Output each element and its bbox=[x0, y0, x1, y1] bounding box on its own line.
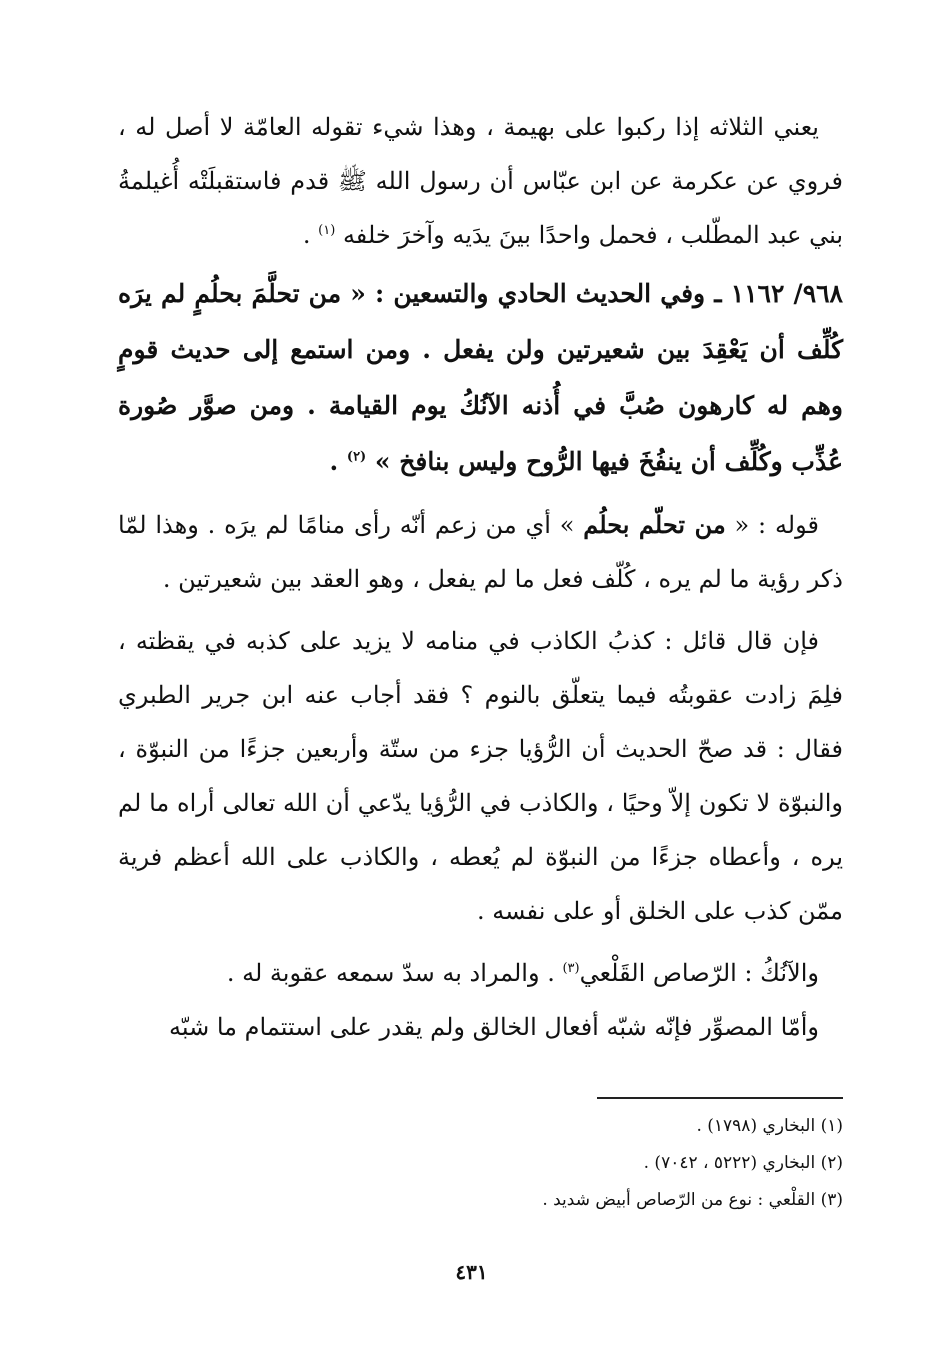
footnote-divider bbox=[597, 1097, 843, 1099]
paragraph-1 bbox=[118, 100, 843, 262]
hadith-paragraph bbox=[118, 266, 843, 490]
page-body bbox=[118, 100, 843, 1054]
paragraph-1-end: . bbox=[302, 221, 319, 249]
commentary-rest: » أي من زعم أنّه رأى منامًا لم يرَه . وهذا لمّا ذكر رؤية ما لم يره ، كُلّف فعل ما لم يفعل ، وهو العقد بين شعيرتين . bbox=[118, 511, 843, 593]
page-number: ٤٣١ bbox=[455, 1260, 488, 1284]
footnote-3: (٣) القلْعي : نوع من الرّصاص أبيض شديد . bbox=[542, 1190, 843, 1210]
hadith-text: ٩٦٨/ ١١٦٢ ـ وفي الحديث الحادي والتسعين : « من تحلَّمَ بحلُمٍ لم يرَه كُلِّف أن يَعْقِدَ بين شعيرتين ولن يفعل . ومن استمع إلى حديث قومٍ وهم له كارهون صُبَّ في أُذنه الآنُكُ يوم القيامة . ومن صوَّر صُورة عُذِّب وكُلِّف أن ينفُخَ فيها الرُّوح وليس بنافخ » bbox=[118, 279, 843, 476]
definition-rest: . والمراد به سدّ سمعه عقوبة له . bbox=[226, 959, 563, 987]
definition-text: والآنُكُ : الرّصاص القَلْعي bbox=[579, 959, 819, 987]
commentary-quote: من تحلّم بحلُم bbox=[583, 510, 726, 539]
footnote-ref-3: (٣) bbox=[562, 961, 580, 976]
question-paragraph: فإن قال قائل : كذبُ الكاذب في منامه لا يزيد على كذبه في يقظته ، فلِمَ زادت عقوبتُه فيما يتعلّق بالنوم ؟ فقد أجاب عنه ابن جرير الطبري فقال : قد صحّ الحديث أن الرُّؤيا جزء من ستّة وأربعين جزءًا من النبوّة ، والنبوّة لا تكون إلاّ وحيًا ، والكاذب في الرُّؤيا يدّعي أن الله تعالى أراه ما لم يره ، وأعطاه جزءًا من النبوّة لم يُعطه ، والكاذب على الله أعظم فرية ممّن كذب على الخلق أو على نفسه . bbox=[118, 627, 843, 925]
footnote-1: (١) البخاري (١٧٩٨) . bbox=[696, 1116, 843, 1136]
commentary-prefix: قوله : « bbox=[725, 511, 819, 539]
closing-paragraph: وأمّا المصوِّر فإنّه شبّه أفعال الخالق ولم يقدر على استتمام ما شبّه bbox=[169, 1013, 819, 1041]
commentary-paragraph bbox=[118, 498, 843, 606]
hadith-end: . bbox=[329, 447, 347, 476]
footnote-2: (٢) البخاري (٥٢٢٢ ، ٧٠٤٢) . bbox=[643, 1153, 843, 1173]
footnote-ref-1: (١) bbox=[318, 223, 336, 238]
footnote-ref-2: (٢) bbox=[346, 449, 367, 465]
definition-paragraph bbox=[118, 946, 843, 1000]
footnotes bbox=[118, 1108, 843, 1219]
paragraph-1-text: يعني الثلاثه إذا ركبوا على بهيمة ، وهذا شيء تقوله العامّة لا أصل له ، فروي عن عكرمة عن ابن عبّاس أن رسول الله ﷺ قدم فاستقبلَتْه أُغيلمةُ بني عبد المطّلب ، فحمل واحدًا بينَ يدَيه وآخرَ خلفه bbox=[118, 113, 843, 249]
